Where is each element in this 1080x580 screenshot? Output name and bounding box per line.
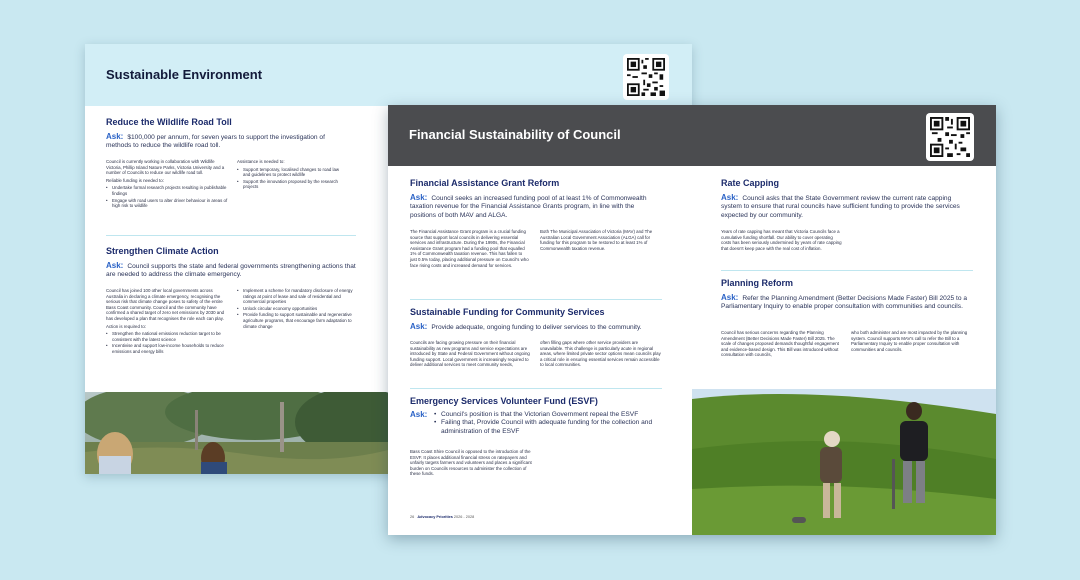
divider xyxy=(106,235,356,236)
esvf-col-1: Bass Coast Shire Council is opposed to the introduction of the ESVF. It places additional financial stress on ratepayers and unfairly targets farmers and volunteers and places a significant burden on Councils resources to administer the collection of these funds. xyxy=(410,449,532,477)
grant-col-1: The Financial Assistance Grant program is a crucial funding source that support local councils in delivering essential services and infrastructure. During the 1990s, the Financial Assistance Grant program had a funding pool that equalled 1% of Commonwealth taxation revenue. This has fallen to just 0.5% today, placing additional pressure on Council's who face rising costs and increased demand for services. xyxy=(410,229,529,268)
climate-ask xyxy=(106,262,356,280)
ask-label: Ask: xyxy=(721,193,739,202)
list-item: • Undertake formal research projects resulting in publishable findings xyxy=(106,185,230,196)
qr-code-icon xyxy=(623,54,669,100)
planning-title: Planning Reform xyxy=(721,278,794,288)
climate-col-2 xyxy=(237,288,357,330)
forest-photo xyxy=(85,392,388,474)
wildlife-col1-p1: Council is currently working in collaboration with Wildlife Victoria, Phillip Island Nature Parks, Victoria University and a number of Councils to reduce our wildlife road toll. xyxy=(106,159,225,176)
divider xyxy=(410,299,662,300)
planning-ask-text: Refer the Planning Amendment (Better Decisions Made Faster) Bill 2025 to a Parliamentary Inquiry to enable proper consultation with communities and councils. xyxy=(721,295,968,311)
climate-col-1 xyxy=(106,288,230,356)
community-col-1: Councils are facing growing pressure on their financial sustainability as new programs and service expectations are introduced by State and Federal Government without ongoing funding support. Local government is increasingly required to deliver additional services to meet community needs, xyxy=(410,340,530,368)
esvf-title: Emergency Services Volunteer Fund (ESVF) xyxy=(410,396,598,406)
ask-label: Ask: xyxy=(106,132,124,141)
planning-col-1: Council has serious concerns regarding the Planning Amendment (Better Decisions Made Faster) Bill 2025. The scale of changes proposed demands thoughtful engagement and evidence-based design. This Bill was introduced without consultation with councils, xyxy=(721,330,839,358)
ask-label: Ask: xyxy=(721,293,739,302)
divider xyxy=(410,388,662,389)
back-page-header xyxy=(85,44,692,106)
esvf-ask xyxy=(410,411,662,436)
community-ask xyxy=(410,323,662,332)
rate-ask xyxy=(721,194,971,220)
climate-col1-p2: Action is required to: xyxy=(106,323,147,329)
planning-ask xyxy=(721,294,973,312)
ask-label: Ask: xyxy=(410,322,428,331)
community-ask-text: Provide adequate, ongoing funding to deliver services to the community. xyxy=(431,324,642,331)
footer-years: 2026 - 2028 xyxy=(453,515,475,519)
grant-col-2: Both The Municipal Association of Victoria (MAV) and The Australian Local Government Association (ALGA) call for funding for this program to be restored to at least 1% of Commonwealth taxation revenue. xyxy=(540,229,653,251)
wildlife-col-2 xyxy=(237,159,343,191)
list-item: • Provide funding to support sustainable and regenerative agriculture programs, that encourage farm adaptation to climate change xyxy=(237,312,357,329)
front-page-header xyxy=(388,105,996,166)
list-item: • Support the innovation proposed by the research projects xyxy=(237,179,343,190)
climate-ask-text: Council supports the state and federal governments strengthening actions that are needed to address the climate emergency. xyxy=(106,263,356,279)
grant-ask-text: Council seeks an increased funding pool of at least 1% of Commonwealth taxation revenue for the Financial Assistance Grants program, in line with the positions of both MAV and ALGA. xyxy=(410,195,647,219)
ask-label: Ask: xyxy=(410,193,428,202)
grant-ask xyxy=(410,194,655,220)
front-page xyxy=(388,105,996,535)
list-item: • Implement a scheme for mandatory disclosure of energy ratings at point of lease and sale of residential and commercial properties xyxy=(237,288,357,305)
qr-code-icon xyxy=(926,113,974,161)
community-col-2: often filling gaps where other service providers are unavailable. This challenge is particularly acute in regional areas, where limited private sector options mean councils play a critical role in ensuring essential services remain accessible to local communities. xyxy=(540,340,661,368)
grant-title: Financial Assistance Grant Reform xyxy=(410,178,560,188)
wildlife-title: Reduce the Wildlife Road Toll xyxy=(106,117,232,127)
list-item: • Unlock circular economy opportunities xyxy=(237,306,357,312)
wildlife-ask-text: $100,000 per annum, for seven years to support the investigation of methods to reduce the wildlife road toll. xyxy=(106,134,325,150)
front-page-title: Financial Sustainability of Council xyxy=(409,127,621,142)
list-item: • Incentivise and support low-income households to reduce emissions and energy bills xyxy=(106,343,230,354)
list-item: • Engage with road users to alter driver behaviour in areas of high risk to wildlife xyxy=(106,198,230,209)
wildlife-ask xyxy=(106,133,346,151)
page-footer xyxy=(410,515,474,519)
field-photo xyxy=(692,389,996,535)
wildlife-col2-p1: Assistance is needed to: xyxy=(237,159,285,164)
rate-ask-text: Council asks that the State Government review the current rate capping system to ensure that rural councils have sufficient funding to provide the services expected by our community. xyxy=(721,195,960,219)
wildlife-col-1 xyxy=(106,159,230,210)
climate-title: Strengthen Climate Action xyxy=(106,246,219,256)
ask-label: Ask: xyxy=(410,410,428,419)
page-number: 26 xyxy=(410,515,415,519)
list-item: • Failing that, Provide Council with adequate funding for the collection and administration of the ESVF xyxy=(434,419,653,435)
divider xyxy=(721,270,973,271)
back-page-title: Sustainable Environment xyxy=(106,67,263,82)
wildlife-col1-p2: Reliable funding is needed to: xyxy=(106,177,164,183)
rate-col-1: Years of rate capping has meant that Victoria Councils face a cumulative funding shortfall. Our ability to cover operating costs has been seriously undermined by years of rate capping that doesn't keep pace with the real cost of inflation. xyxy=(721,229,842,251)
rate-title: Rate Capping xyxy=(721,178,780,188)
list-item: • Support temporary, localised changes to road law and guidelines to protect wildlife xyxy=(237,167,343,178)
footer-title: Advocacy Priorities xyxy=(417,515,453,519)
list-item: • Strengthen the national emissions reduction target to be consistent with the latest science xyxy=(106,331,230,342)
planning-col-2: who both administer and are most impacted by the planning system. Council supports MAV's call to refer the Bill to a Parliamentary Inquiry to enable proper consultation with communities and councils. xyxy=(851,330,968,352)
community-title: Sustainable Funding for Community Services xyxy=(410,307,605,317)
ask-label: Ask: xyxy=(106,261,124,270)
list-item: • Council's position is that the Victorian Government repeal the ESVF xyxy=(434,411,639,418)
climate-col1-p1: Council has joined 100 other local governments across Australia in declaring a climate emergency, recognising the serious risk that climate change poses to safety of the entire Bass Coast community. Council and the community have confirmed a shared target of zero net emissions by 2030 and has developed a plan that recognises the role each can play. xyxy=(106,288,225,321)
